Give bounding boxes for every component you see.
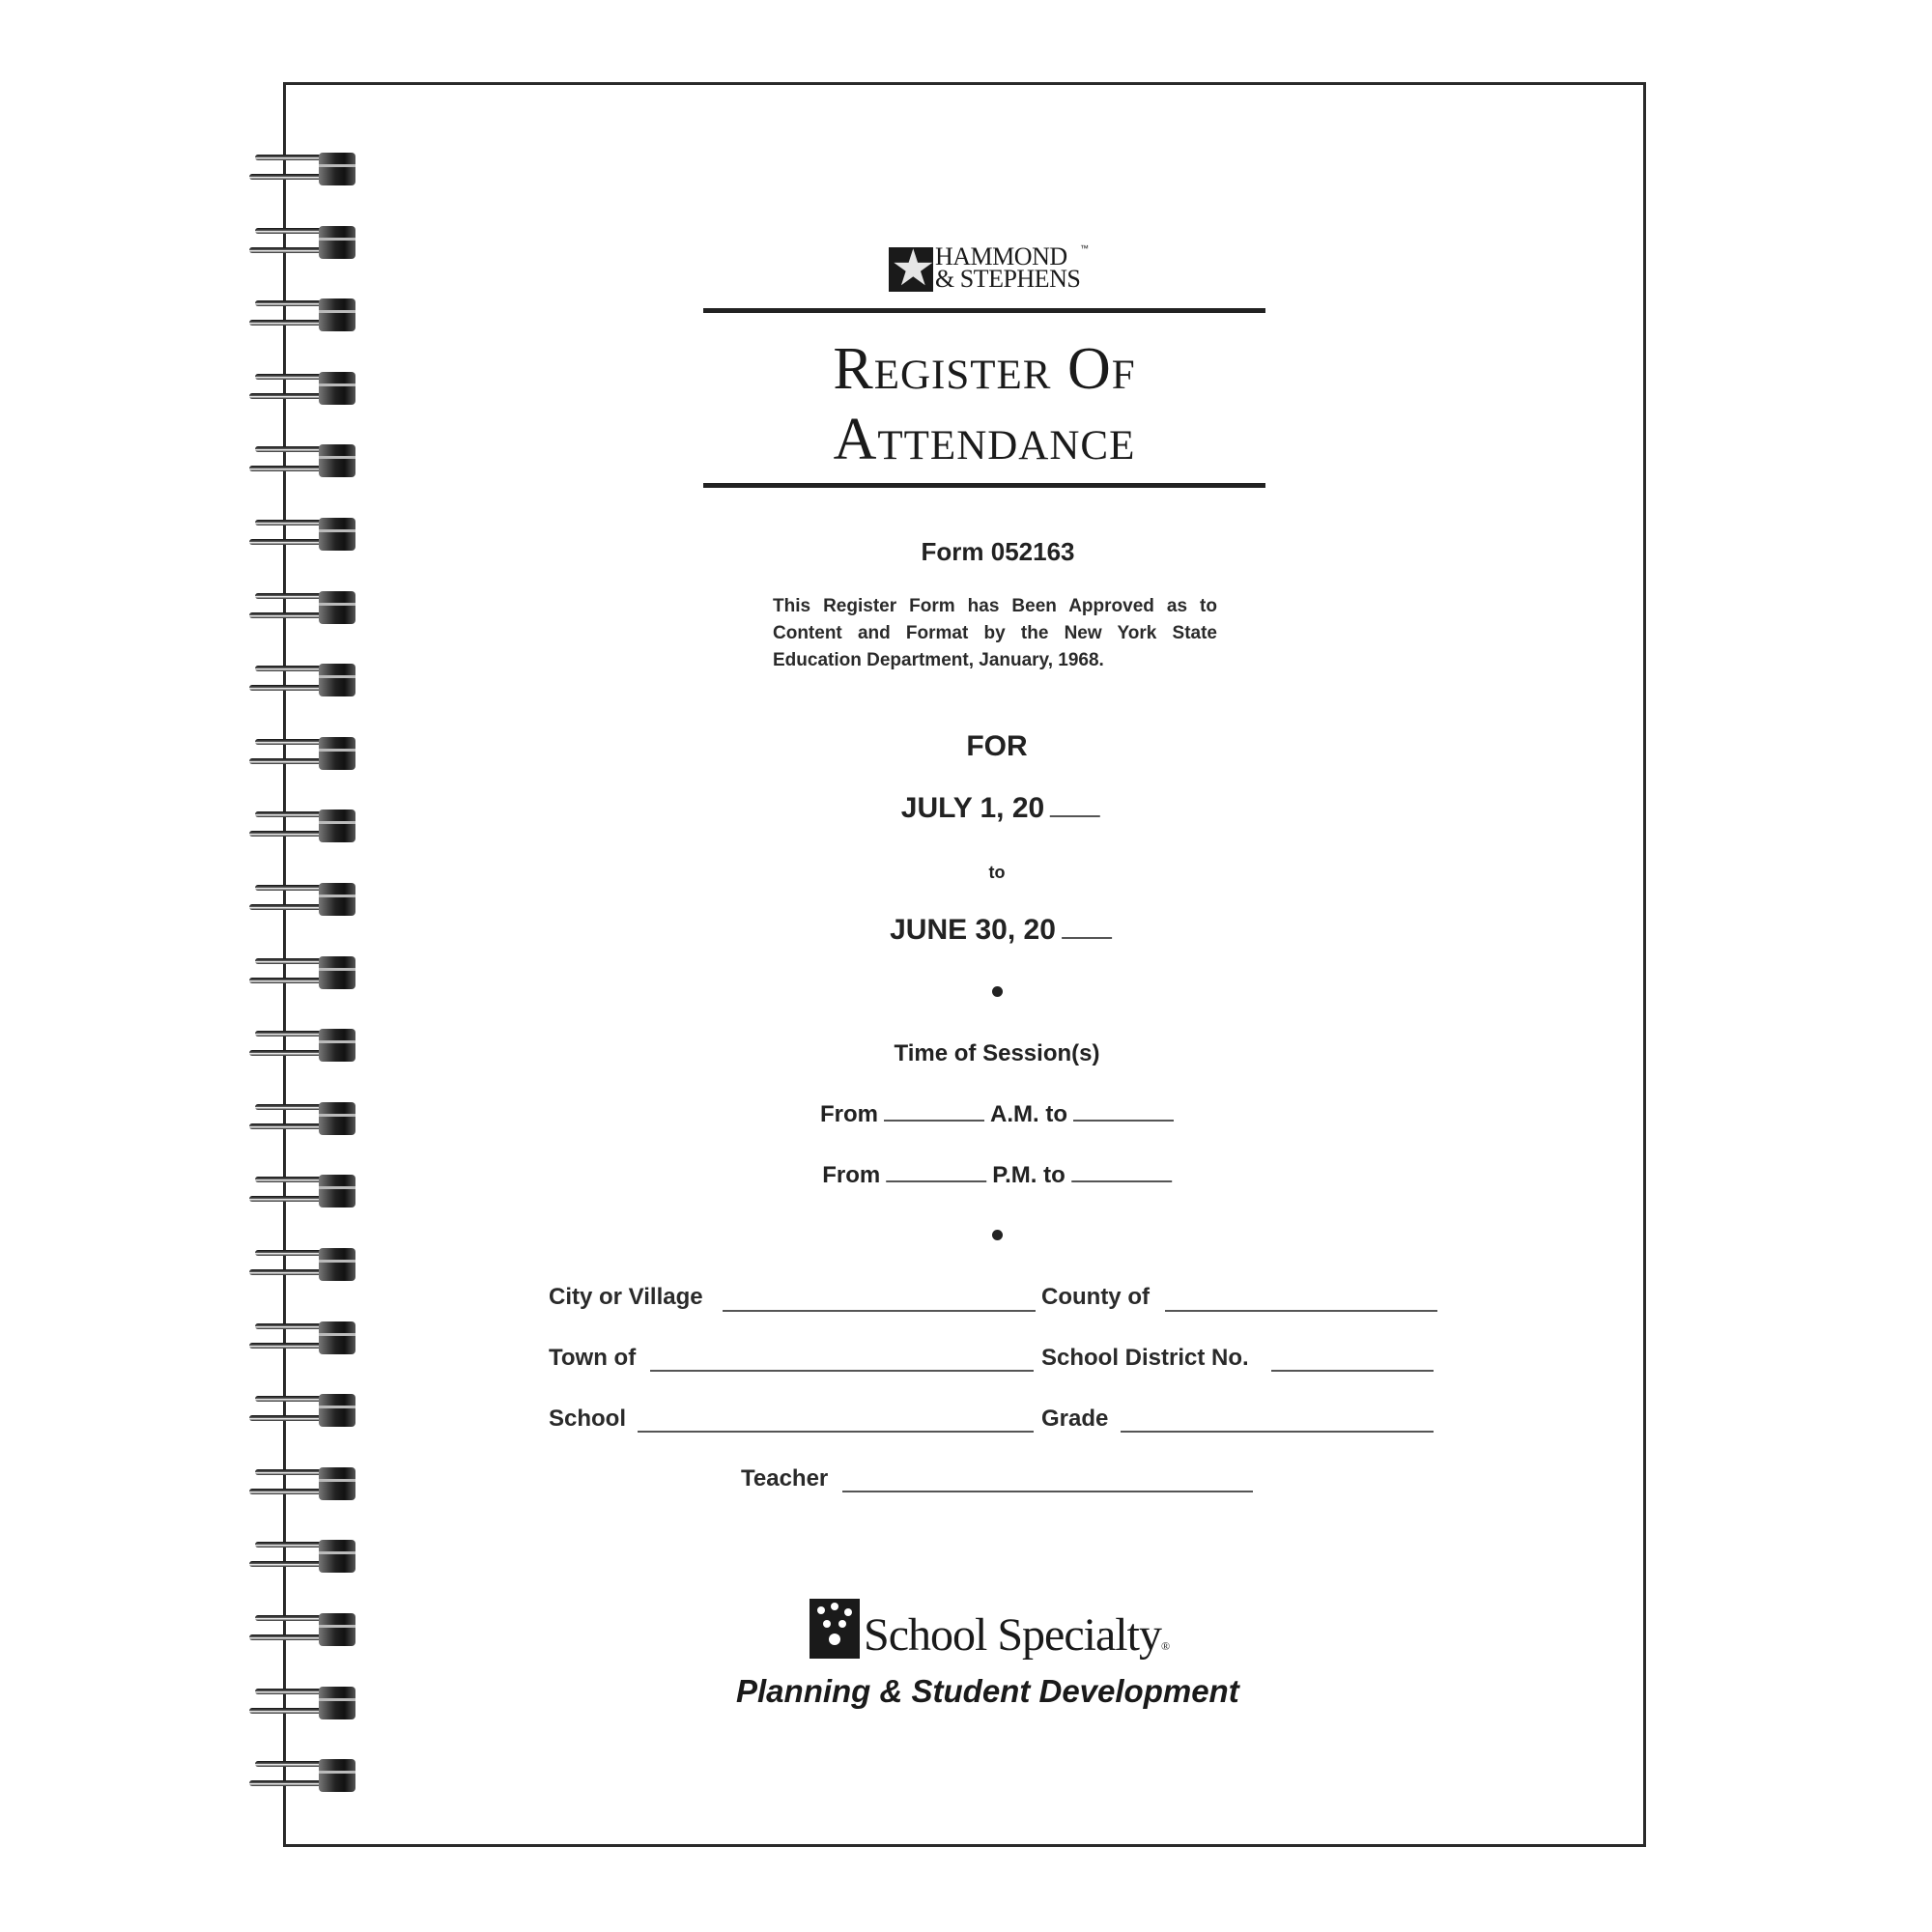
- city-or-village-label: City or Village: [549, 1284, 703, 1310]
- session-row-am: [820, 1101, 1174, 1128]
- spiral-coil: [247, 1687, 355, 1719]
- teacher-label: Teacher: [741, 1465, 829, 1492]
- title-top-rule: [703, 308, 1265, 313]
- approval-notice: This Register Form has Been Approved as to Content and Format by the New York State Education Department, January, 1968.: [773, 596, 1217, 670]
- from-label: From: [820, 1101, 879, 1127]
- pm-to-label: P.M. to: [992, 1162, 1065, 1188]
- city-or-village-field[interactable]: [723, 1310, 1036, 1312]
- school-specialty-mark-icon: [810, 1599, 860, 1659]
- brand-name: School Specialty: [864, 1609, 1161, 1661]
- trademark-mark: ™: [1080, 243, 1089, 253]
- spiral-coil: [247, 298, 355, 331]
- spiral-coil: [247, 1540, 355, 1573]
- pm-from-blank[interactable]: [886, 1179, 986, 1182]
- spiral-coil: [247, 1613, 355, 1646]
- spiral-coil: [247, 1321, 355, 1354]
- am-to-blank[interactable]: [1073, 1118, 1174, 1122]
- spiral-coil: [247, 1102, 355, 1135]
- school-field[interactable]: [638, 1431, 1034, 1433]
- spiral-coil: [247, 1759, 355, 1792]
- for-label: FOR: [966, 730, 1028, 762]
- session-row-pm: [822, 1162, 1172, 1189]
- grade-field[interactable]: [1121, 1431, 1434, 1433]
- title-line1: Register Of: [833, 336, 1136, 402]
- town-of-label: Town of: [549, 1345, 637, 1371]
- spiral-coil: [247, 1248, 355, 1281]
- school-specialty-logo: [810, 1589, 1177, 1666]
- bullet-divider: [992, 986, 1003, 997]
- start-date: [901, 792, 1100, 825]
- to-label: to: [988, 863, 1006, 882]
- session-heading: Time of Session(s): [894, 1040, 1100, 1066]
- spiral-coil: [247, 518, 355, 551]
- spiral-coil: [247, 664, 355, 696]
- spiral-coil: [247, 737, 355, 770]
- school-district-no-label: School District No.: [1041, 1345, 1249, 1371]
- school-district-no-field[interactable]: [1271, 1370, 1434, 1372]
- publisher-name-line1: HAMMOND: [935, 242, 1067, 270]
- school-specialty-wordmark: [864, 1608, 1169, 1662]
- spiral-coil: [247, 226, 355, 259]
- spiral-coil: [247, 956, 355, 989]
- am-to-label: A.M. to: [990, 1101, 1067, 1127]
- end-date: [890, 914, 1112, 947]
- title-line2: Attendance: [833, 407, 1136, 472]
- spiral-coil: [247, 810, 355, 842]
- star-icon: ★: [891, 241, 936, 297]
- teacher-field[interactable]: [842, 1491, 1253, 1492]
- registered-mark: ®: [1160, 1639, 1170, 1653]
- town-of-field[interactable]: [650, 1370, 1034, 1372]
- start-date-text: JULY 1, 20: [900, 792, 1045, 824]
- spiral-coil: [247, 1467, 355, 1500]
- am-from-blank[interactable]: [884, 1118, 984, 1122]
- spiral-coil: [247, 883, 355, 916]
- start-year-blank[interactable]: [1050, 813, 1100, 817]
- county-of-field[interactable]: [1165, 1310, 1437, 1312]
- from-label: From: [822, 1162, 881, 1188]
- spiral-coil: [247, 1175, 355, 1208]
- form-number: Form 052163: [921, 537, 1075, 566]
- school-label: School: [549, 1406, 627, 1432]
- spiral-coil: [247, 1029, 355, 1062]
- end-date-text: JUNE 30, 20: [890, 914, 1056, 946]
- publisher-name-line2: & STEPHENS: [935, 265, 1081, 293]
- end-year-blank[interactable]: [1062, 935, 1112, 939]
- publisher-name: [935, 242, 1081, 293]
- pm-to-blank[interactable]: [1071, 1179, 1172, 1182]
- spiral-coil: [247, 591, 355, 624]
- hammond-stephens-logo: [889, 243, 1092, 298]
- division-tagline: Planning & Student Development: [736, 1673, 1239, 1709]
- grade-label: Grade: [1041, 1406, 1109, 1432]
- spiral-coil: [247, 153, 355, 185]
- county-of-label: County of: [1041, 1284, 1150, 1310]
- title-bottom-rule: [703, 483, 1265, 488]
- bullet-divider: [992, 1230, 1003, 1240]
- spiral-coil: [247, 1394, 355, 1427]
